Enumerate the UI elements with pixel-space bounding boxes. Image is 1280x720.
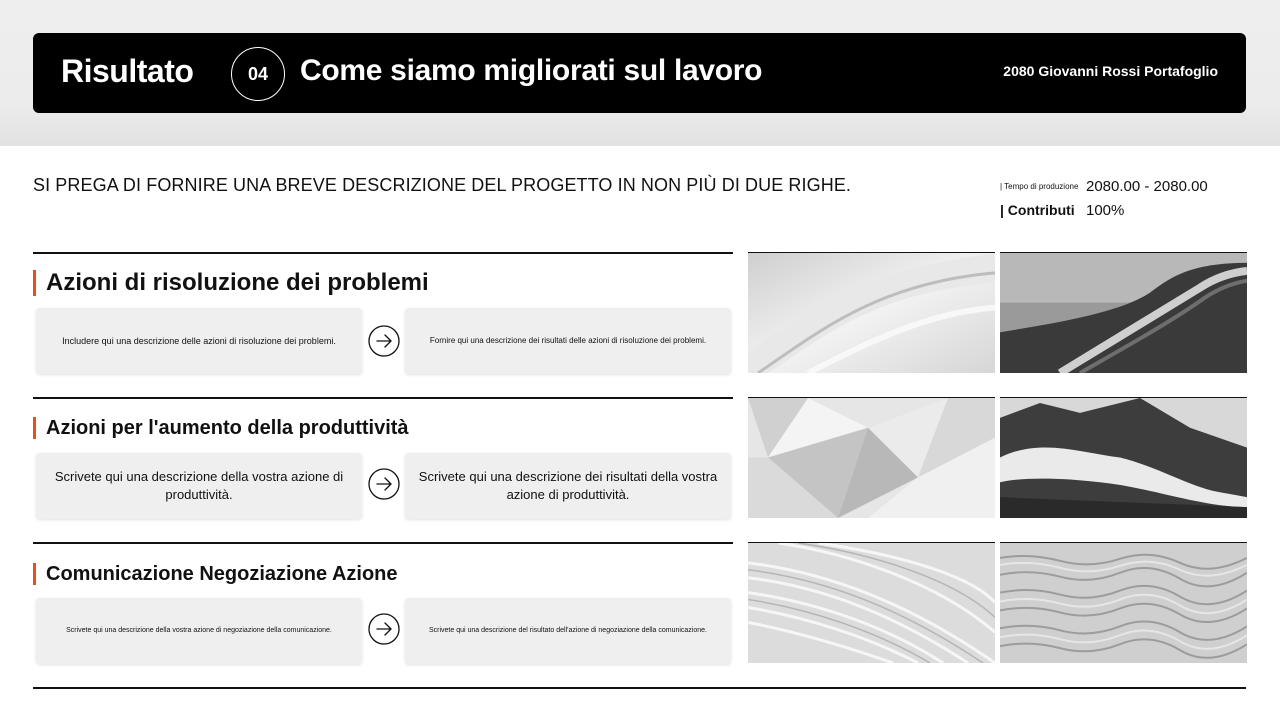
photo-abstract-curve (748, 252, 995, 373)
header-label: Risultato (61, 53, 194, 89)
section-divider (33, 397, 733, 399)
arrow-right-circle-icon (368, 468, 400, 500)
meta-contrib-row (1000, 198, 1250, 222)
section-title-problem-solving: Azioni di risoluzione dei problemi (33, 270, 429, 296)
section-divider (33, 542, 733, 544)
section-title-productivity: Azioni per l'aumento della produttività (33, 417, 409, 439)
result-card-productivity: Scrivete qui una descrizione dei risultati della vostra azione di produttività. (405, 453, 731, 519)
action-card-communication: Scrivete qui una descrizione della vostra azione di negoziazione della comunicazione. (36, 598, 362, 664)
project-meta (1000, 174, 1250, 222)
result-card-communication: Scrivete qui una descrizione del risultato dell'azione di negoziazione della comunicazione. (405, 598, 731, 664)
page-title: Come siamo migliorati sul lavoro (300, 54, 763, 87)
header-author: 2080 Giovanni Rossi Portafoglio (1003, 63, 1218, 79)
action-card-productivity: Scrivete qui una descrizione della vostra azione di produttività. (36, 453, 362, 519)
action-card-problem-solving: Includere qui una descrizione delle azioni di risoluzione dei problemi. (36, 308, 362, 374)
meta-contrib-label: | Contributi (1000, 202, 1075, 218)
section-title-communication: Comunicazione Negoziazione Azione (33, 563, 398, 585)
photo-low-poly (748, 397, 995, 518)
header-bar (33, 33, 1246, 113)
section-divider (33, 252, 733, 254)
header-number-badge: 04 (231, 47, 285, 101)
project-description: SI PREGA DI FORNIRE UNA BREVE DESCRIZIONE DEL PROGETTO IN NON PIÙ DI DUE RIGHE. (33, 175, 852, 195)
bottom-divider (33, 687, 1246, 689)
meta-period-value: 2080.00 - 2080.00 (1086, 177, 1208, 195)
photo-ribbed-structure (748, 542, 995, 663)
arrow-right-circle-icon (368, 613, 400, 645)
arrow-right-circle-icon (368, 325, 400, 357)
result-card-problem-solving: Fornire qui una descrizione dei risultati delle azioni di risoluzione dei problemi. (405, 308, 731, 374)
photo-sand-dunes (1000, 542, 1247, 663)
meta-contrib-value: 100% (1086, 201, 1125, 219)
meta-period-row (1000, 174, 1250, 198)
photo-mountain-clouds (1000, 397, 1247, 518)
meta-period-label: | Tempo di produzione (1000, 181, 1079, 191)
photo-architecture-curve (1000, 252, 1247, 373)
